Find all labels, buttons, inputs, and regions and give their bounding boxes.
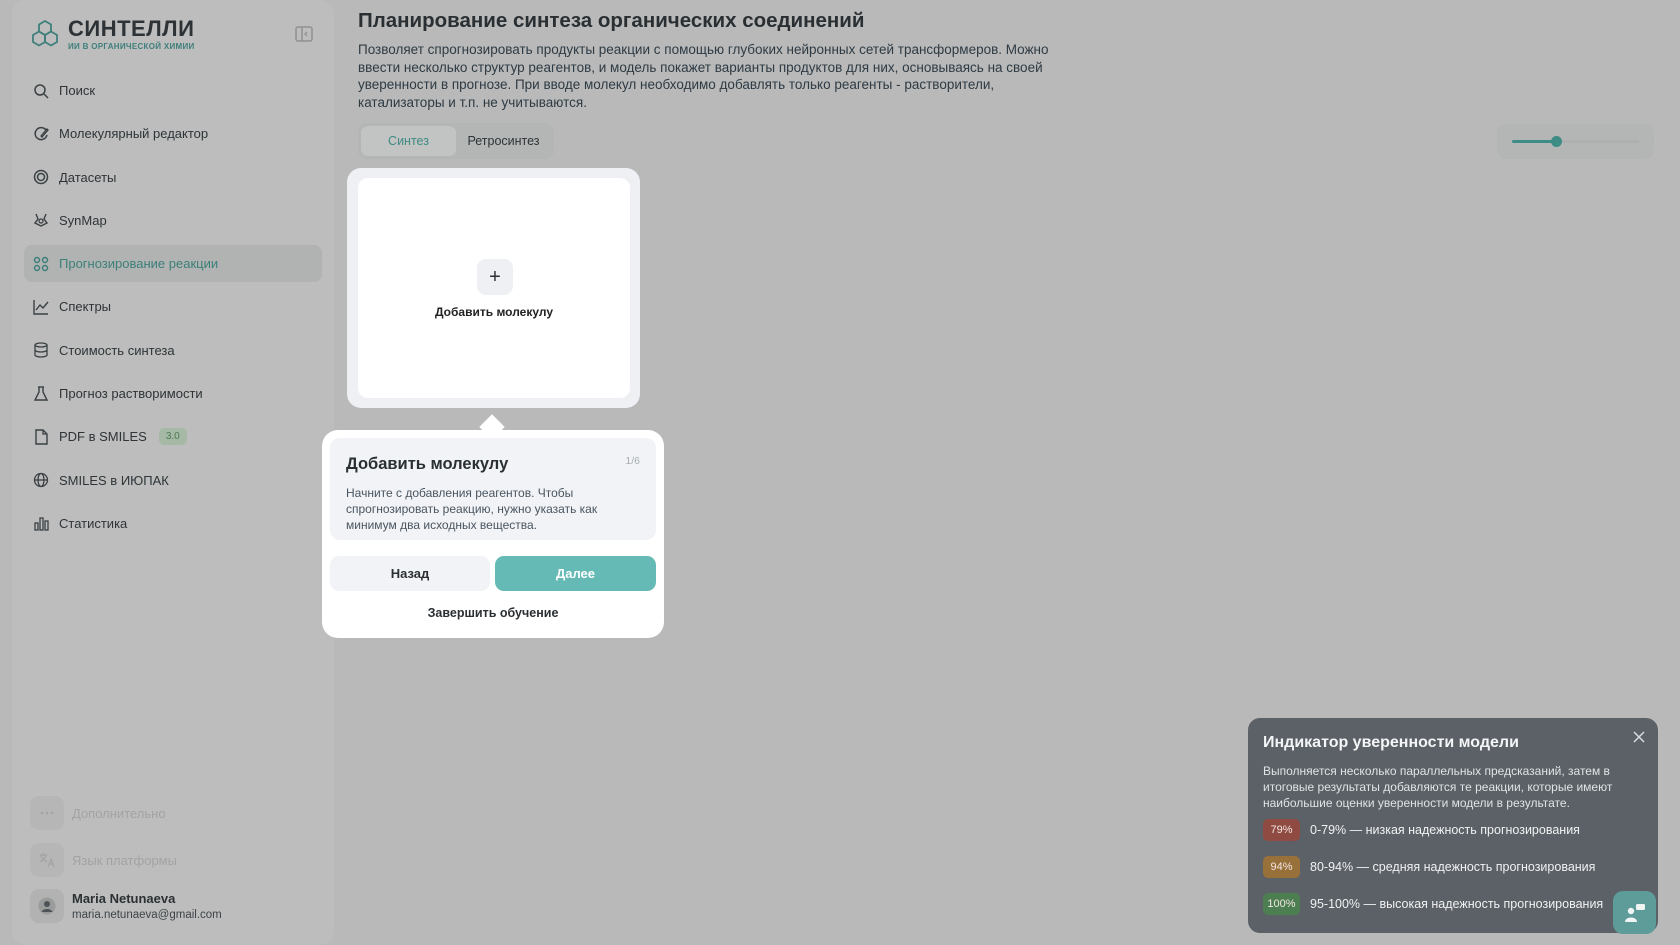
sidebar-item-pdf-smiles[interactable]: [24, 418, 322, 455]
stats-icon: [33, 515, 49, 531]
confidence-panel: [1248, 718, 1658, 933]
sidebar-item-solubility[interactable]: [24, 375, 322, 412]
more-label: Дополнительно: [72, 805, 166, 821]
flask-icon: [33, 386, 49, 402]
tour-content: [330, 438, 656, 540]
next-button[interactable]: Далее: [495, 556, 656, 591]
confidence-badge: 79%: [1263, 819, 1300, 841]
mode-tabs: [358, 123, 554, 159]
zoom-track[interactable]: [1512, 140, 1639, 143]
sidebar: [12, 0, 334, 945]
file-icon: [33, 429, 49, 445]
avatar: [30, 889, 64, 923]
page-description: Позволяет спрогнозировать продукты реакции с помощью глубоких нейронных сетей трансформеров. Можно ввести несколько структур реагентов, и модель покажет варианты продуктов для них, основываясь на своей уверенности в прогнозе. При вводе молекул необходимо добавлять только реагенты - растворители, катализаторы и т.п. не учитываются.: [358, 42, 1049, 110]
chart-icon: [33, 299, 49, 315]
sidebar-item-label: Прогнозирование реакции: [59, 256, 219, 272]
close-icon[interactable]: [1632, 730, 1646, 744]
sidebar-item-label: SynMap: [59, 212, 107, 228]
sidebar-item-label: Спектры: [59, 299, 112, 315]
sidebar-item-statistics[interactable]: [24, 505, 322, 542]
sidebar-more[interactable]: [30, 796, 166, 830]
support-chat-button[interactable]: [1613, 891, 1656, 934]
sidebar-item-search[interactable]: [24, 72, 322, 109]
sidebar-item-synthesis-cost[interactable]: [24, 332, 322, 369]
zoom-handle[interactable]: [1551, 136, 1562, 147]
datasets-icon: [33, 169, 49, 185]
more-icon: [30, 796, 64, 830]
molecule-card: [347, 168, 640, 408]
user-email: maria.netunaeva@gmail.com: [72, 909, 222, 921]
sidebar-item-spectra[interactable]: [24, 288, 322, 325]
sidebar-item-synmap[interactable]: [24, 202, 322, 239]
tour-step-counter: 1/6: [625, 455, 640, 467]
logo-icon: [30, 19, 60, 51]
confidence-badge: 94%: [1263, 856, 1300, 878]
sidebar-item-label: PDF в SMILES: [59, 429, 147, 445]
add-molecule-label[interactable]: Добавить молекулу: [434, 305, 553, 319]
user-profile[interactable]: [30, 889, 222, 923]
finish-tour-link[interactable]: Завершить обучение: [427, 606, 559, 620]
confidence-level-high: [1263, 893, 1603, 915]
sidebar-item-label: Молекулярный редактор: [59, 126, 209, 142]
confidence-level-medium: [1263, 856, 1595, 878]
version-badge: 3.0: [159, 428, 187, 445]
chat-icon: [1624, 903, 1646, 923]
confidence-badge: 100%: [1263, 893, 1300, 915]
user-icon: [38, 897, 56, 915]
synmap-icon: [33, 212, 49, 228]
confidence-description: Выполняется несколько параллельных предсказаний, затем в итоговые результаты добавляются те реакции, которые имеют наибольшие оценки уверенности модели в результате.: [1263, 764, 1613, 810]
sidebar-item-smiles-iupac[interactable]: [24, 462, 322, 499]
logo[interactable]: [30, 18, 195, 51]
brand-name: СИНТЕЛЛИ: [68, 16, 195, 41]
confidence-level-text: 80-94% — средняя надежность прогнозирования: [1310, 860, 1596, 874]
zoom-fill: [1512, 140, 1556, 143]
sidebar-item-datasets[interactable]: [24, 159, 322, 196]
reaction-icon: [33, 256, 49, 272]
tab-retrosynthesis[interactable]: Ретросинтез: [467, 134, 540, 148]
confidence-title: Индикатор уверенности модели: [1263, 734, 1519, 751]
brand-tagline: ИИ В ОРГАНИЧЕСКОЙ ХИМИИ: [68, 42, 195, 51]
translate-icon: [30, 843, 64, 877]
sidebar-item-label: Стоимость синтеза: [59, 342, 175, 358]
confidence-level-text: 95-100% — высокая надежность прогнозирования: [1310, 897, 1604, 911]
zoom-slider[interactable]: [1497, 124, 1654, 159]
page-title: Планирование синтеза органических соединений: [358, 9, 865, 32]
confidence-level-text: 0-79% — низкая надежность прогнозирования: [1310, 823, 1580, 837]
tour-title: Добавить молекулу: [346, 455, 509, 473]
plus-icon: +: [489, 265, 501, 288]
sidebar-collapse-icon[interactable]: [295, 26, 313, 42]
database-icon: [33, 342, 49, 358]
tab-synthesis[interactable]: Синтез: [361, 126, 456, 156]
confidence-level-low: [1263, 819, 1580, 841]
sidebar-language[interactable]: [30, 843, 177, 877]
sidebar-item-label: SMILES в ИЮПАК: [59, 472, 169, 488]
sidebar-item-label: Датасеты: [59, 169, 117, 185]
sidebar-item-reaction-prediction[interactable]: [24, 245, 322, 282]
sidebar-item-label: Статистика: [59, 515, 128, 531]
sidebar-nav: [24, 72, 322, 548]
editor-icon: [33, 126, 49, 142]
search-icon: [33, 83, 49, 99]
tour-text: Начните с добавления реагентов. Чтобы спрогнозировать реакцию, нужно указать как минимум два исходных вещества.: [346, 486, 598, 532]
sidebar-item-editor[interactable]: [24, 115, 322, 152]
tour-popup: [322, 430, 664, 638]
back-button[interactable]: Назад: [330, 556, 490, 591]
user-name: Maria Netunaeva: [72, 891, 176, 906]
molecule-slot[interactable]: [358, 178, 630, 398]
sidebar-item-label: Прогноз растворимости: [59, 386, 203, 402]
globe-icon: [33, 472, 49, 488]
add-molecule-button[interactable]: [477, 259, 513, 295]
language-label: Язык платформы: [72, 852, 177, 868]
sidebar-item-label: Поиск: [59, 83, 96, 98]
